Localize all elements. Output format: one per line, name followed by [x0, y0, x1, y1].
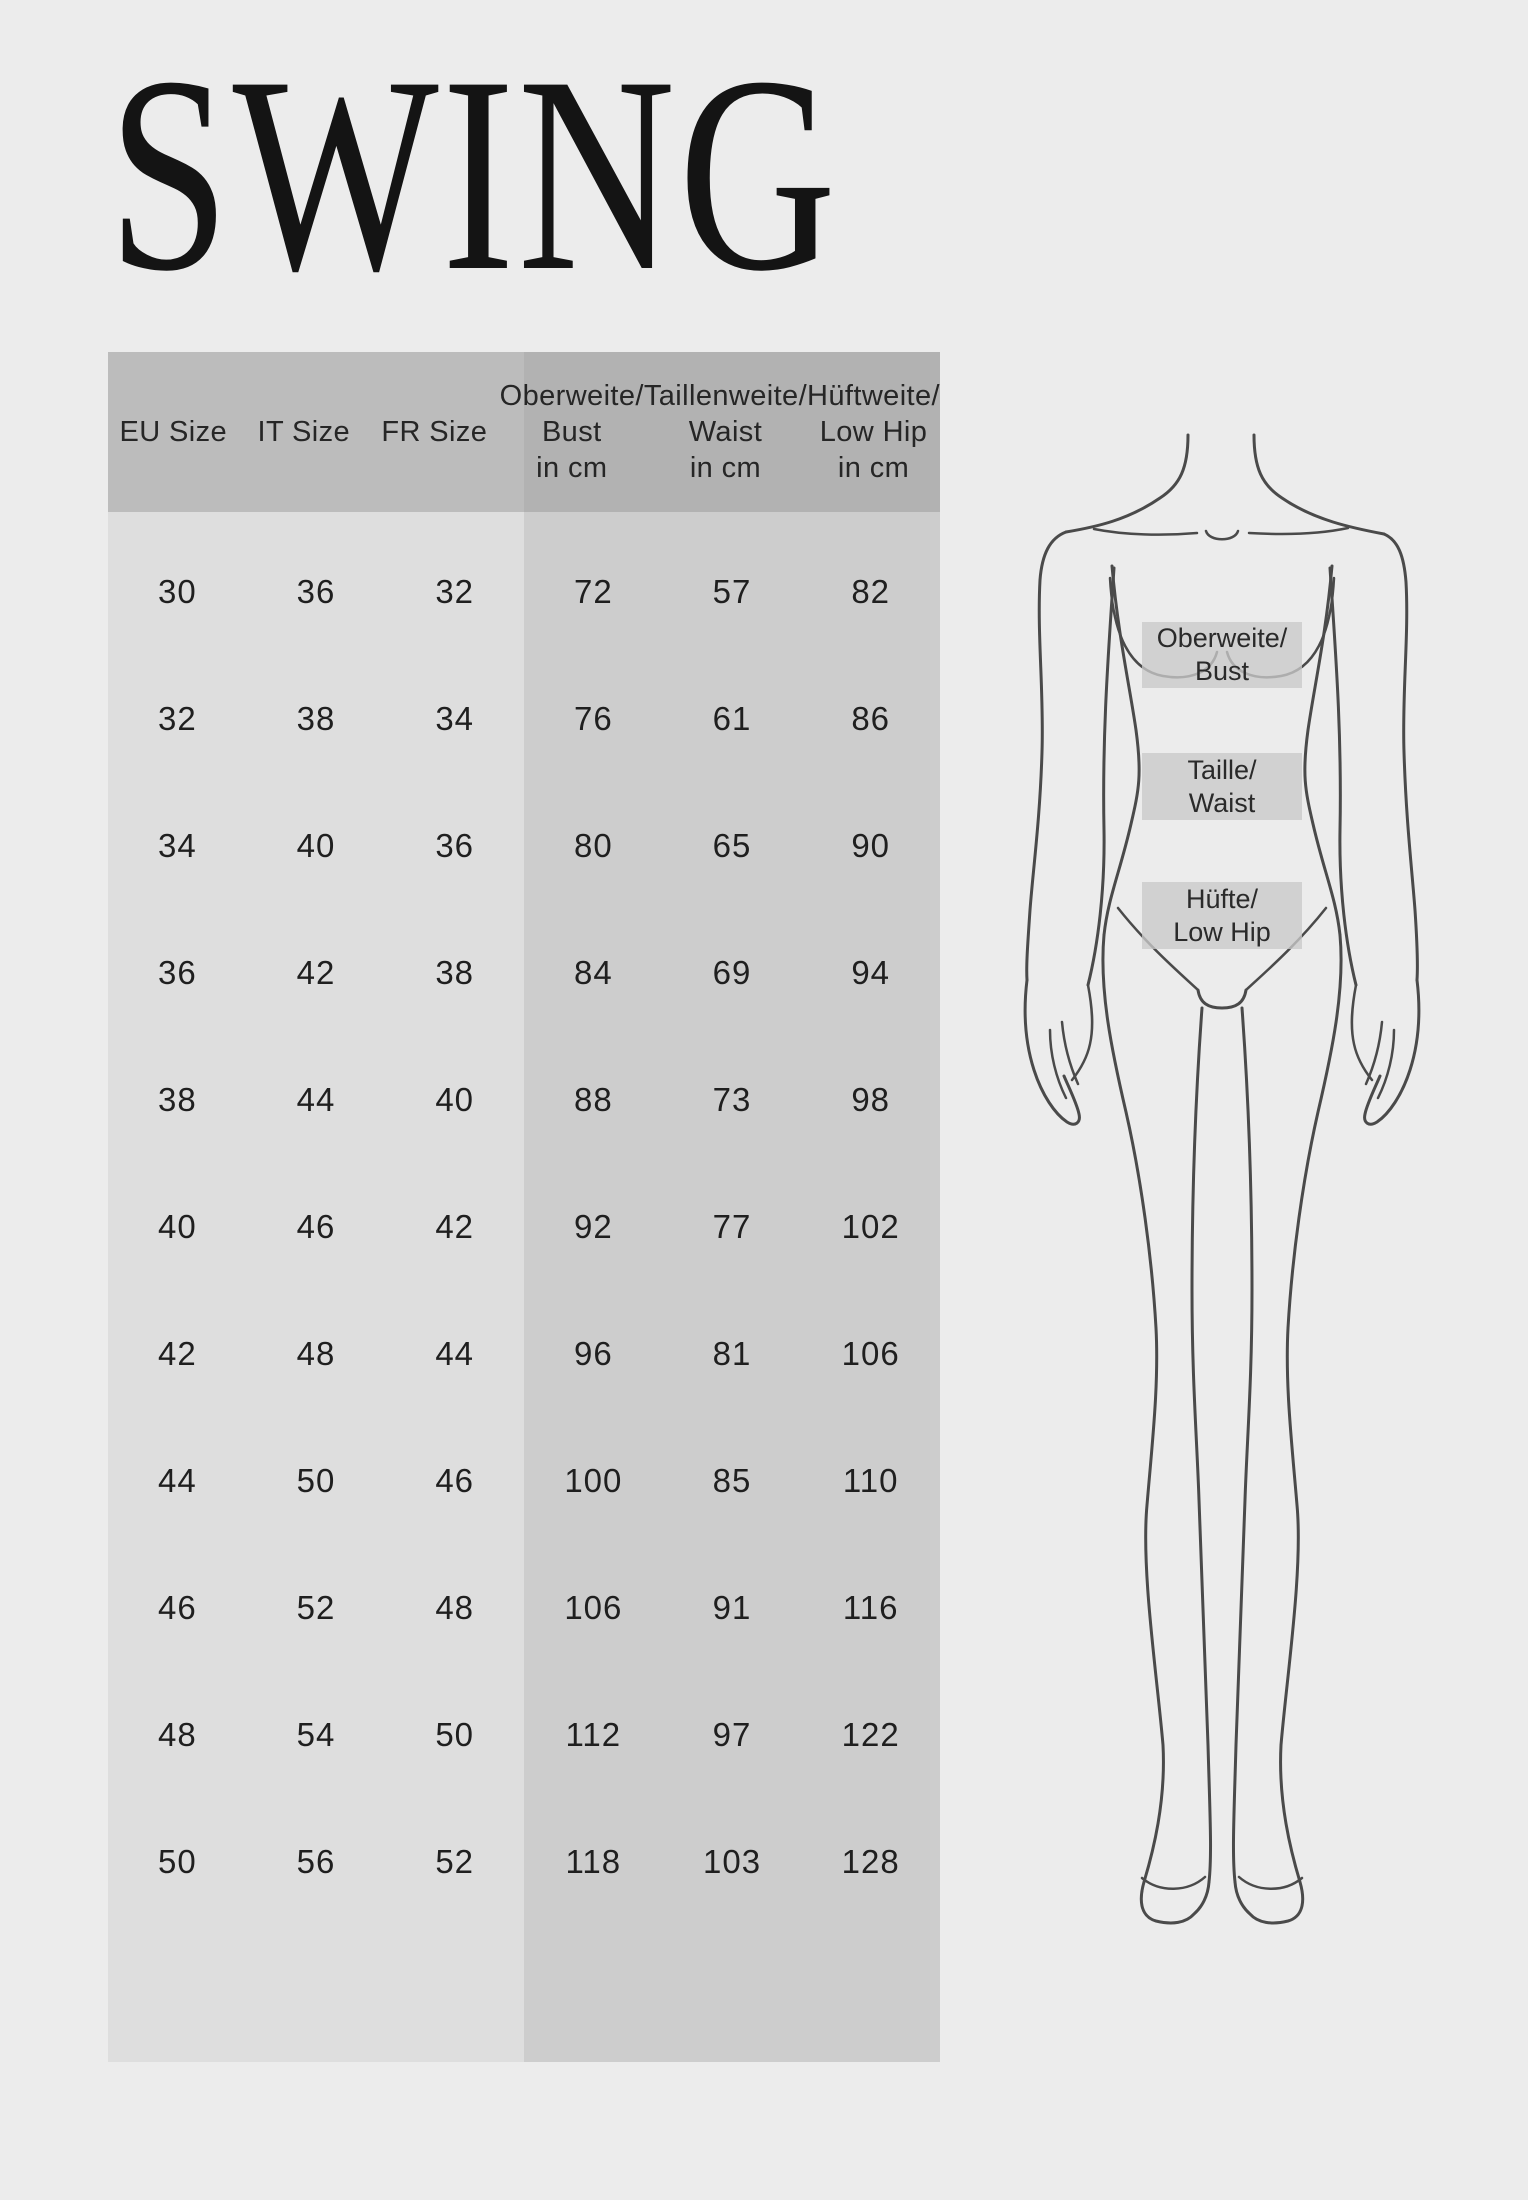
header-cell-it-size	[239, 352, 370, 512]
header-unit: in cm	[689, 452, 762, 484]
header-unit: in cm	[837, 452, 910, 484]
cell-hip: 102	[841, 1207, 900, 1245]
header-label: FR Size	[381, 416, 488, 448]
cell-fr: 34	[435, 699, 475, 737]
cell-hip: 106	[841, 1334, 900, 1372]
cell-bust: 106	[564, 1588, 623, 1626]
cell-fr: 48	[435, 1588, 475, 1626]
cell-it: 42	[296, 953, 336, 991]
cell-fr: 44	[435, 1334, 475, 1372]
cell-bust: 92	[573, 1207, 613, 1245]
cell-it: 46	[296, 1207, 336, 1245]
cell-bust: 80	[573, 826, 613, 864]
cell-waist: 61	[712, 699, 752, 737]
figure-label-bust	[1142, 622, 1302, 688]
cell-eu: 40	[157, 1207, 197, 1245]
cell-fr: 46	[435, 1461, 475, 1499]
header-cell-fr-size	[369, 352, 500, 512]
cell-it: 38	[296, 699, 336, 737]
figure-label-line-en: Waist	[1188, 787, 1256, 818]
header-label-en: Waist	[688, 416, 763, 448]
cell-waist: 91	[712, 1588, 752, 1626]
cell-hip: 116	[842, 1588, 899, 1626]
cell-hip: 90	[851, 826, 891, 864]
cell-fr: 52	[435, 1842, 475, 1880]
figure-label-low-hip	[1142, 882, 1302, 949]
cell-eu: 30	[157, 572, 197, 610]
header-label: EU Size	[119, 416, 228, 448]
cell-waist: 69	[712, 953, 752, 991]
header-label-de: Taillenweite/	[643, 380, 808, 412]
cell-hip: 122	[841, 1715, 900, 1753]
cell-waist: 65	[712, 826, 752, 864]
table-row	[108, 1036, 940, 1163]
header-label-en: Low Hip	[819, 416, 928, 448]
size-chart-table	[108, 352, 940, 2062]
cell-it: 50	[296, 1461, 336, 1499]
cell-eu: 42	[157, 1334, 197, 1372]
figure-label-line-en: Low Hip	[1173, 916, 1271, 947]
figure-label-line-de: Oberweite/	[1156, 623, 1288, 653]
cell-waist: 57	[712, 572, 752, 610]
figure-label-line-de: Taille/	[1187, 754, 1257, 785]
figure-label-line-en: Bust	[1194, 656, 1250, 686]
table-row	[108, 528, 940, 655]
cell-eu: 34	[157, 826, 197, 864]
cell-hip: 86	[851, 699, 891, 737]
figure-label-waist	[1142, 753, 1302, 820]
table-row	[108, 782, 940, 909]
cell-fr: 50	[435, 1715, 475, 1753]
table-row	[108, 909, 940, 1036]
table-row	[108, 655, 940, 782]
cell-waist: 73	[712, 1080, 752, 1118]
header-label-de: Oberweite/	[499, 380, 644, 412]
cell-bust: 84	[573, 953, 613, 991]
cell-waist: 77	[712, 1207, 752, 1245]
cell-it: 56	[296, 1842, 336, 1880]
cell-bust: 72	[573, 572, 613, 610]
cell-eu: 32	[157, 699, 197, 737]
figure-label-line-de: Hüfte/	[1185, 883, 1259, 914]
cell-eu: 38	[157, 1080, 197, 1118]
cell-eu: 46	[157, 1588, 197, 1626]
cell-bust: 112	[565, 1715, 622, 1753]
cell-hip: 94	[851, 953, 891, 991]
header-cell-eu-size	[108, 352, 239, 512]
cell-it: 40	[296, 826, 336, 864]
cell-bust: 100	[564, 1461, 623, 1499]
cell-fr: 42	[435, 1207, 475, 1245]
cell-bust: 118	[565, 1842, 622, 1880]
header-unit: in cm	[536, 452, 608, 484]
cell-hip: 128	[841, 1842, 900, 1880]
header-cell-waist	[644, 352, 807, 512]
size-chart-header-row	[108, 352, 940, 512]
cell-it: 54	[296, 1715, 336, 1753]
cell-hip: 110	[842, 1461, 899, 1499]
table-row	[108, 1290, 940, 1417]
cell-bust: 96	[573, 1334, 613, 1372]
cell-fr: 38	[435, 953, 475, 991]
table-row	[108, 1544, 940, 1671]
header-cell-low-hip	[807, 352, 940, 512]
brand-logo: SWING	[108, 18, 840, 329]
cell-eu: 44	[157, 1461, 197, 1499]
cell-it: 44	[296, 1080, 336, 1118]
cell-eu: 48	[157, 1715, 197, 1753]
header-cell-bust	[500, 352, 644, 512]
size-chart-body	[108, 512, 940, 2062]
cell-it: 52	[296, 1588, 336, 1626]
cell-waist: 81	[712, 1334, 752, 1372]
cell-fr: 36	[435, 826, 475, 864]
header-label: IT Size	[257, 416, 351, 448]
cell-bust: 88	[573, 1080, 613, 1118]
cell-fr: 40	[435, 1080, 475, 1118]
cell-waist: 85	[712, 1461, 752, 1499]
cell-waist: 103	[702, 1842, 762, 1880]
header-label-de: Hüftweite/	[807, 380, 940, 412]
table-row	[108, 1798, 940, 1925]
cell-eu: 36	[157, 953, 197, 991]
table-row	[108, 1671, 940, 1798]
cell-fr: 32	[435, 572, 475, 610]
cell-hip: 98	[851, 1080, 891, 1118]
cell-eu: 50	[157, 1842, 197, 1880]
cell-it: 48	[296, 1334, 336, 1372]
table-row	[108, 1163, 940, 1290]
table-row	[108, 1417, 940, 1544]
header-label-en: Bust	[541, 416, 602, 448]
cell-bust: 76	[573, 699, 613, 737]
cell-hip: 82	[851, 572, 891, 610]
cell-waist: 97	[712, 1715, 752, 1753]
cell-it: 36	[296, 572, 336, 610]
